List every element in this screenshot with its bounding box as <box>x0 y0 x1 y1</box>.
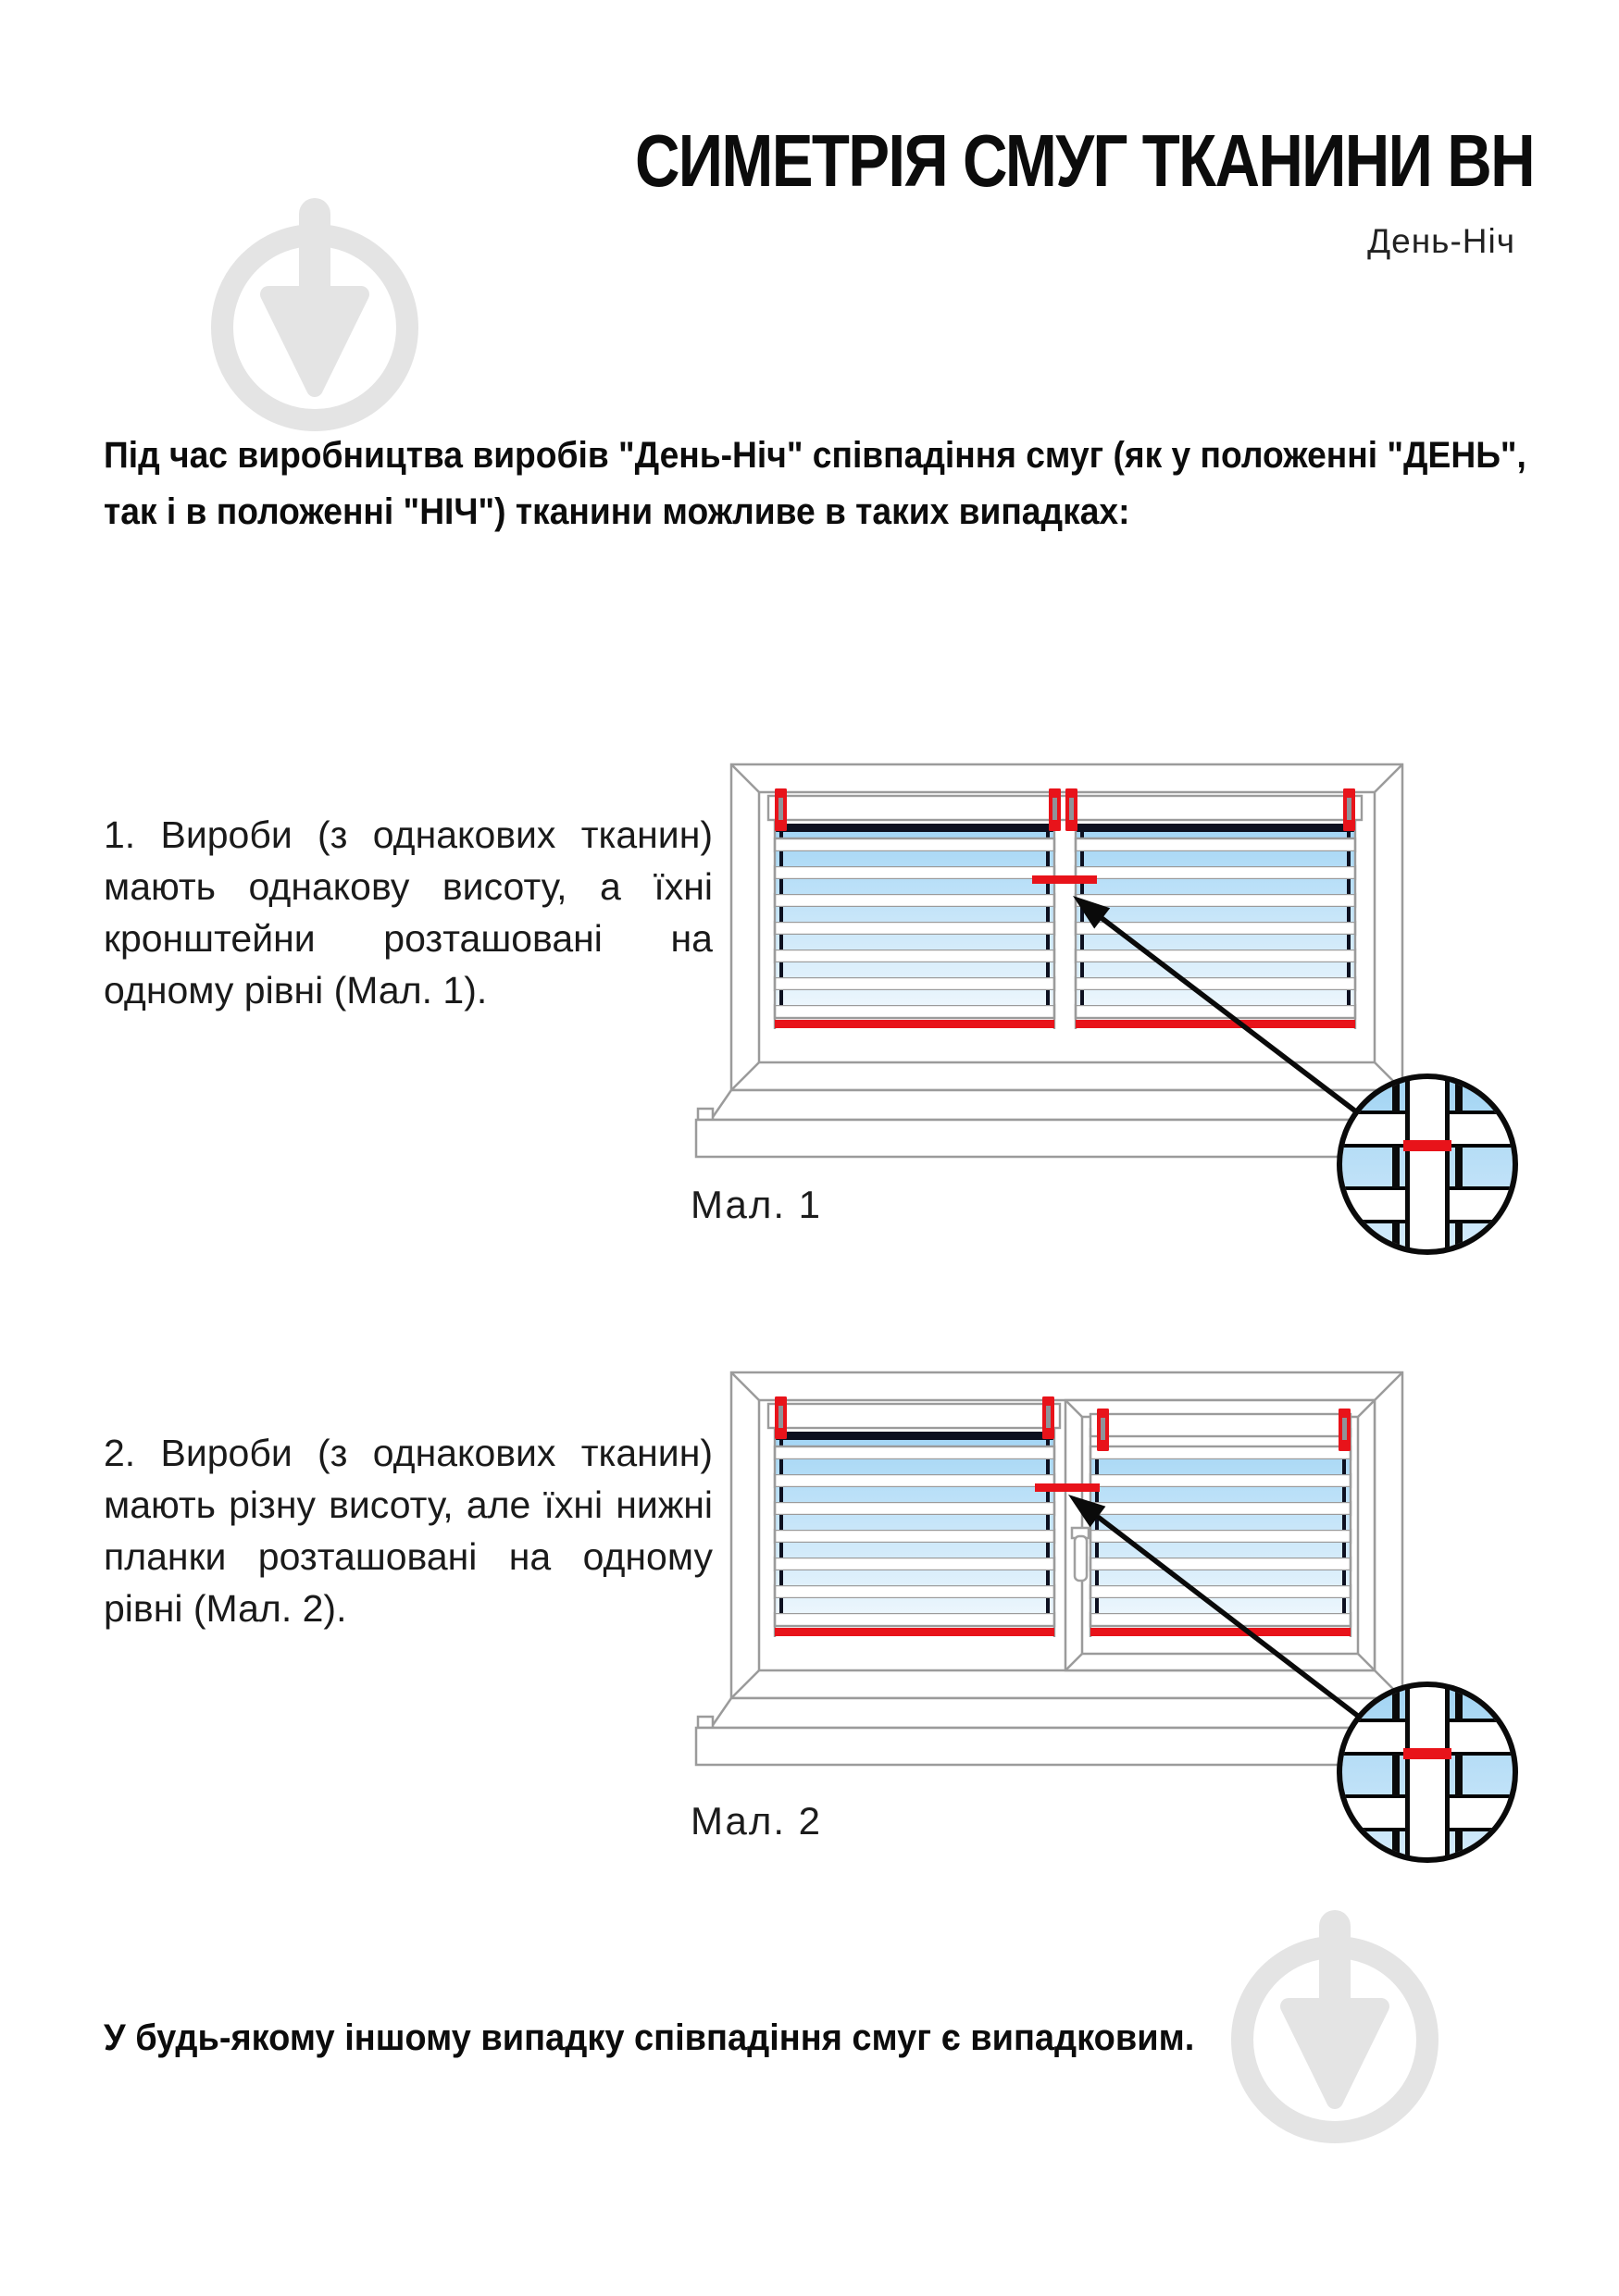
fabric-stripe <box>779 962 783 977</box>
fabric-stripe <box>775 1613 1054 1626</box>
window-sill <box>696 1090 1402 1157</box>
fabric-stripe <box>779 1570 783 1585</box>
fabric-stripe <box>1080 851 1084 866</box>
fabric-stripe <box>1347 935 1351 949</box>
mounting-bracket-icon <box>775 1396 787 1439</box>
fabric-stripe <box>775 1585 1054 1598</box>
fabric-stripe <box>775 1598 1054 1613</box>
fabric-stripe <box>1076 977 1355 990</box>
fabric-stripe <box>1090 1558 1351 1570</box>
fabric-stripe <box>1090 1446 1351 1459</box>
fabric-stripe <box>1075 820 1077 1029</box>
fabric-stripe <box>1046 1543 1050 1558</box>
fabric-stripe <box>779 851 783 866</box>
fabric-stripe <box>1090 1570 1351 1585</box>
stripe-alignment-mark <box>1032 875 1097 884</box>
fabric-stripe <box>1347 907 1351 922</box>
fabric-stripe <box>779 879 783 894</box>
fabric-stripe <box>1342 1598 1346 1613</box>
fabric-stripe <box>1076 962 1355 977</box>
instruction-item-2: 2. Вироби (з однакових тканин) мають різну висоту, але їхні нижні планки розташовані на одному рівні (Мал. 2). <box>104 1432 713 1630</box>
brand-watermark-icon <box>194 181 435 459</box>
fabric-stripe <box>775 935 1054 949</box>
fabric-stripe <box>1342 1570 1346 1585</box>
fabric-stripe <box>1342 1543 1346 1558</box>
fabric-stripe <box>774 1428 776 1637</box>
fabric-stripe <box>775 1474 1054 1487</box>
fabric-stripe <box>775 1446 1054 1459</box>
fabric-stripe <box>1347 851 1351 866</box>
fabric-stripe <box>775 879 1054 894</box>
fabric-stripe <box>1076 949 1355 962</box>
fabric-stripe <box>1342 1487 1346 1502</box>
fabric-stripe <box>1095 1598 1099 1613</box>
mounting-bracket-icon <box>1339 1409 1351 1451</box>
fabric-stripe <box>775 949 1054 962</box>
fabric-stripe <box>775 1570 1054 1585</box>
fabric-stripe <box>779 935 783 949</box>
fabric-stripe <box>775 907 1054 922</box>
fabric-stripe <box>1046 1570 1050 1585</box>
fabric-stripe <box>1046 990 1050 1005</box>
blind-right <box>1090 1428 1351 1637</box>
fabric-stripe <box>775 866 1054 879</box>
brand-watermark-icon <box>1214 1893 1455 2171</box>
fabric-stripe <box>779 907 783 922</box>
fabric-stripe <box>779 1543 783 1558</box>
fabric-stripe <box>1080 935 1084 949</box>
fabric-stripe <box>1080 990 1084 1005</box>
fabric-stripe <box>775 977 1054 990</box>
fabric-stripe <box>1076 894 1355 907</box>
fabric-stripe <box>1076 851 1355 866</box>
fabric-stripe <box>1080 824 1084 838</box>
fabric-stripe <box>775 1515 1054 1530</box>
fabric-stripe <box>775 962 1054 977</box>
fabric-stripe <box>1080 962 1084 977</box>
headrail <box>768 796 1362 820</box>
blind-left <box>774 1428 1055 1637</box>
mounting-bracket-icon <box>775 788 787 831</box>
footer-note: У будь-якому іншому випадку співпадіння смуг є випадковим. <box>104 2017 1195 2058</box>
fabric-stripe <box>1342 1459 1346 1474</box>
mounting-bracket-icon <box>1343 788 1355 831</box>
fabric-stripe <box>775 990 1054 1005</box>
fabric-stripe <box>775 1558 1054 1570</box>
headrail <box>1090 1414 1351 1436</box>
fabric-stripe <box>1090 1487 1351 1502</box>
fabric-stripe <box>1347 990 1351 1005</box>
fabric-stripe <box>775 824 1054 832</box>
fabric-stripe <box>1076 824 1355 832</box>
fabric-stripe <box>1095 1543 1099 1558</box>
fabric-stripe <box>1347 962 1351 977</box>
fabric-stripe <box>1076 879 1355 894</box>
fabric-stripe <box>1076 935 1355 949</box>
window-sill <box>696 1698 1402 1765</box>
fabric-stripe <box>1350 1428 1351 1637</box>
fabric-stripe <box>774 820 776 1029</box>
fabric-stripe <box>775 1628 1054 1636</box>
mounting-bracket-icon <box>1097 1409 1109 1451</box>
fabric-stripe <box>775 1530 1054 1543</box>
fabric-stripe <box>779 990 783 1005</box>
fabric-stripe <box>1090 1474 1351 1487</box>
intro-paragraph <box>104 428 1526 540</box>
fabric-stripe <box>1076 838 1355 851</box>
fabric-stripe <box>1046 1515 1050 1530</box>
fabric-stripe <box>779 1487 783 1502</box>
fabric-stripe <box>775 894 1054 907</box>
blind-left <box>774 820 1055 1029</box>
fabric-stripe <box>1347 879 1351 894</box>
figure-2-label: Мал. 2 <box>691 1799 823 1843</box>
page-title: СИМЕТРІЯ СМУГ ТКАНИНИ ВН <box>634 119 1534 202</box>
fabric-stripe <box>1095 1570 1099 1585</box>
fabric-stripe <box>1046 1459 1050 1474</box>
blind-right <box>1075 820 1356 1029</box>
fabric-stripe <box>775 838 1054 851</box>
fabric-stripe <box>1046 935 1050 949</box>
fabric-stripe <box>1354 820 1356 1029</box>
fabric-stripe <box>1053 820 1055 1029</box>
fabric-stripe <box>779 1459 783 1474</box>
instruction-item-1: 1. Вироби (з однакових тканин) мають однакову висоту, а їхні кронштейни розташовані на одному рівні (Мал. 1). <box>104 813 713 1011</box>
intro-line-2: так і в положенні "НІЧ") тканини можливе в таких випадках: <box>104 491 1130 532</box>
fabric-stripe <box>775 851 1054 866</box>
fabric-stripe <box>1053 1428 1055 1637</box>
fabric-stripe <box>775 1502 1054 1515</box>
fabric-stripe <box>775 922 1054 935</box>
stripe-alignment-mark <box>1035 1483 1100 1492</box>
fabric-stripe <box>1090 1613 1351 1626</box>
fabric-stripe <box>779 1598 783 1613</box>
fabric-stripe <box>1076 866 1355 879</box>
fabric-stripe <box>1046 851 1050 866</box>
fabric-stripe <box>775 1432 1054 1440</box>
watermark-trowel <box>1289 2006 1381 2101</box>
mounting-bracket-icon <box>1049 788 1061 831</box>
watermark-trowel <box>268 294 361 389</box>
figure-1-label: Мал. 1 <box>691 1183 823 1226</box>
fabric-stripe <box>775 1487 1054 1502</box>
mounting-bracket-icon <box>1065 788 1077 831</box>
fabric-stripe <box>1090 1502 1351 1515</box>
fabric-stripe <box>1342 1515 1346 1530</box>
fabric-stripe <box>1090 1585 1351 1598</box>
mounting-bracket-icon <box>1042 1396 1054 1439</box>
fabric-stripe <box>1046 907 1050 922</box>
intro-line-1: Під час виробництва виробів "День-Ніч" співпадіння смуг (як у положенні "ДЕНЬ", <box>104 435 1526 476</box>
fabric-stripe <box>1046 962 1050 977</box>
fabric-stripe <box>1046 1598 1050 1613</box>
window-handle-icon <box>1072 1528 1089 1581</box>
fabric-stripe <box>779 1515 783 1530</box>
fabric-stripe <box>1076 907 1355 922</box>
headrail <box>768 1404 1060 1428</box>
fabric-stripe <box>1076 1020 1355 1028</box>
fabric-stripe <box>1090 1515 1351 1530</box>
fabric-stripe <box>775 1005 1054 1018</box>
fabric-stripe <box>1095 1459 1099 1474</box>
fabric-stripe <box>1090 1459 1351 1474</box>
fabric-stripe <box>775 1020 1054 1028</box>
fabric-stripe <box>775 1543 1054 1558</box>
page-subtitle: День-Ніч <box>1367 222 1515 260</box>
fabric-stripe <box>1090 1543 1351 1558</box>
fabric-stripe <box>1090 1628 1351 1636</box>
fabric-stripe <box>775 1459 1054 1474</box>
